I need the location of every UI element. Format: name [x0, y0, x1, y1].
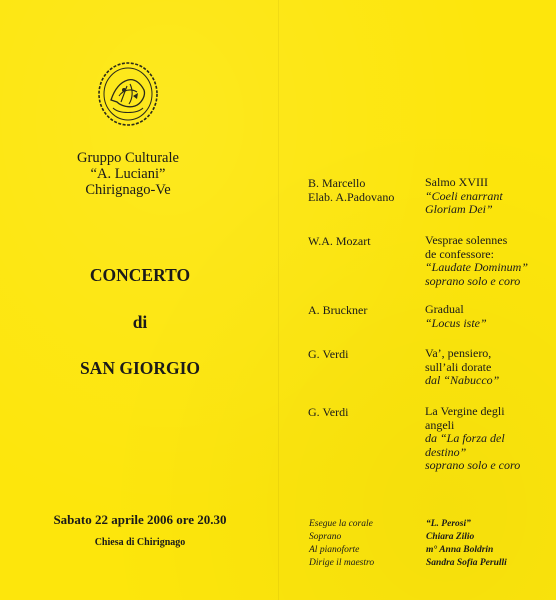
work-italic-line: “Laudate Dominum”	[425, 260, 529, 274]
work-line: sull’ali dorate	[425, 359, 492, 374]
program-work	[425, 303, 555, 330]
organization-line-3: Chirignago-Ve	[85, 182, 171, 198]
composer-line: G. Verdi	[308, 405, 349, 419]
performers-list	[309, 518, 549, 570]
program-composer	[308, 176, 423, 204]
program-composer	[308, 303, 423, 317]
program-work	[425, 347, 555, 388]
title-line-2: di	[132, 312, 148, 332]
work-line: La Vergine degli	[425, 404, 505, 418]
program-composer	[308, 234, 423, 248]
composer-line: A. Bruckner	[308, 303, 368, 317]
work-italic-line: “Coeli enarrant	[425, 188, 503, 203]
work-italic-line: da “La forza del	[425, 431, 505, 445]
work-line: Vesprae solennes	[425, 233, 508, 247]
performer-row	[309, 518, 549, 531]
organization-line-2: “A. Luciani”	[90, 166, 166, 182]
composer-line: W.A. Mozart	[308, 234, 371, 248]
performer-name: Chiara Zilio	[426, 532, 475, 542]
organization-name	[62, 150, 194, 198]
performer-name: Sandra Sofia Perulli	[426, 558, 507, 568]
performer-row	[309, 531, 549, 544]
composer-line: Elab. A.Padovano	[308, 190, 395, 204]
title-line-3: SAN GIORGIO	[79, 358, 201, 378]
performer-role: Esegue la corale	[309, 519, 373, 529]
work-line: Va’, pensiero,	[425, 346, 492, 360]
work-line: de confessore:	[425, 246, 494, 261]
composer-line: G. Verdi	[308, 347, 349, 361]
emblem-seal-icon	[97, 60, 159, 128]
performer-role: Soprano	[309, 532, 342, 542]
work-italic-line: destino”	[425, 444, 467, 459]
work-italic-line: soprano solo e coro	[425, 273, 521, 288]
program-composer	[308, 347, 423, 361]
title-line-1: CONCERTO	[89, 265, 191, 285]
organization-line-1: Gruppo Culturale	[77, 150, 179, 166]
performer-role: Dirige il maestro	[309, 558, 375, 568]
work-italic-line: Gloriam Dei”	[425, 202, 493, 216]
work-line: angeli	[425, 417, 455, 432]
performer-role: Al pianoforte	[309, 545, 360, 555]
event-venue: Chiesa di Chirignago	[94, 537, 186, 548]
event-date: Sabato 22 aprile 2006 ore 20.30	[53, 512, 227, 527]
program-work	[425, 176, 555, 217]
work-line: Salmo XVIII	[425, 175, 488, 189]
work-line: Gradual	[425, 302, 464, 316]
performer-name: m° Anna Boldrin	[426, 545, 494, 555]
work-italic-line: “Locus iste”	[425, 315, 487, 330]
work-italic-line: soprano solo e coro	[425, 458, 521, 472]
fold-line	[278, 0, 279, 600]
performer-name: “L. Perosi”	[426, 519, 471, 529]
performer-row	[309, 557, 549, 570]
program-work	[425, 234, 555, 288]
program-work	[425, 405, 555, 473]
composer-line: B. Marcello	[308, 176, 366, 190]
performer-row	[309, 544, 549, 557]
work-italic-line: dal “Nabucco”	[425, 373, 500, 387]
program-composer	[308, 405, 423, 419]
